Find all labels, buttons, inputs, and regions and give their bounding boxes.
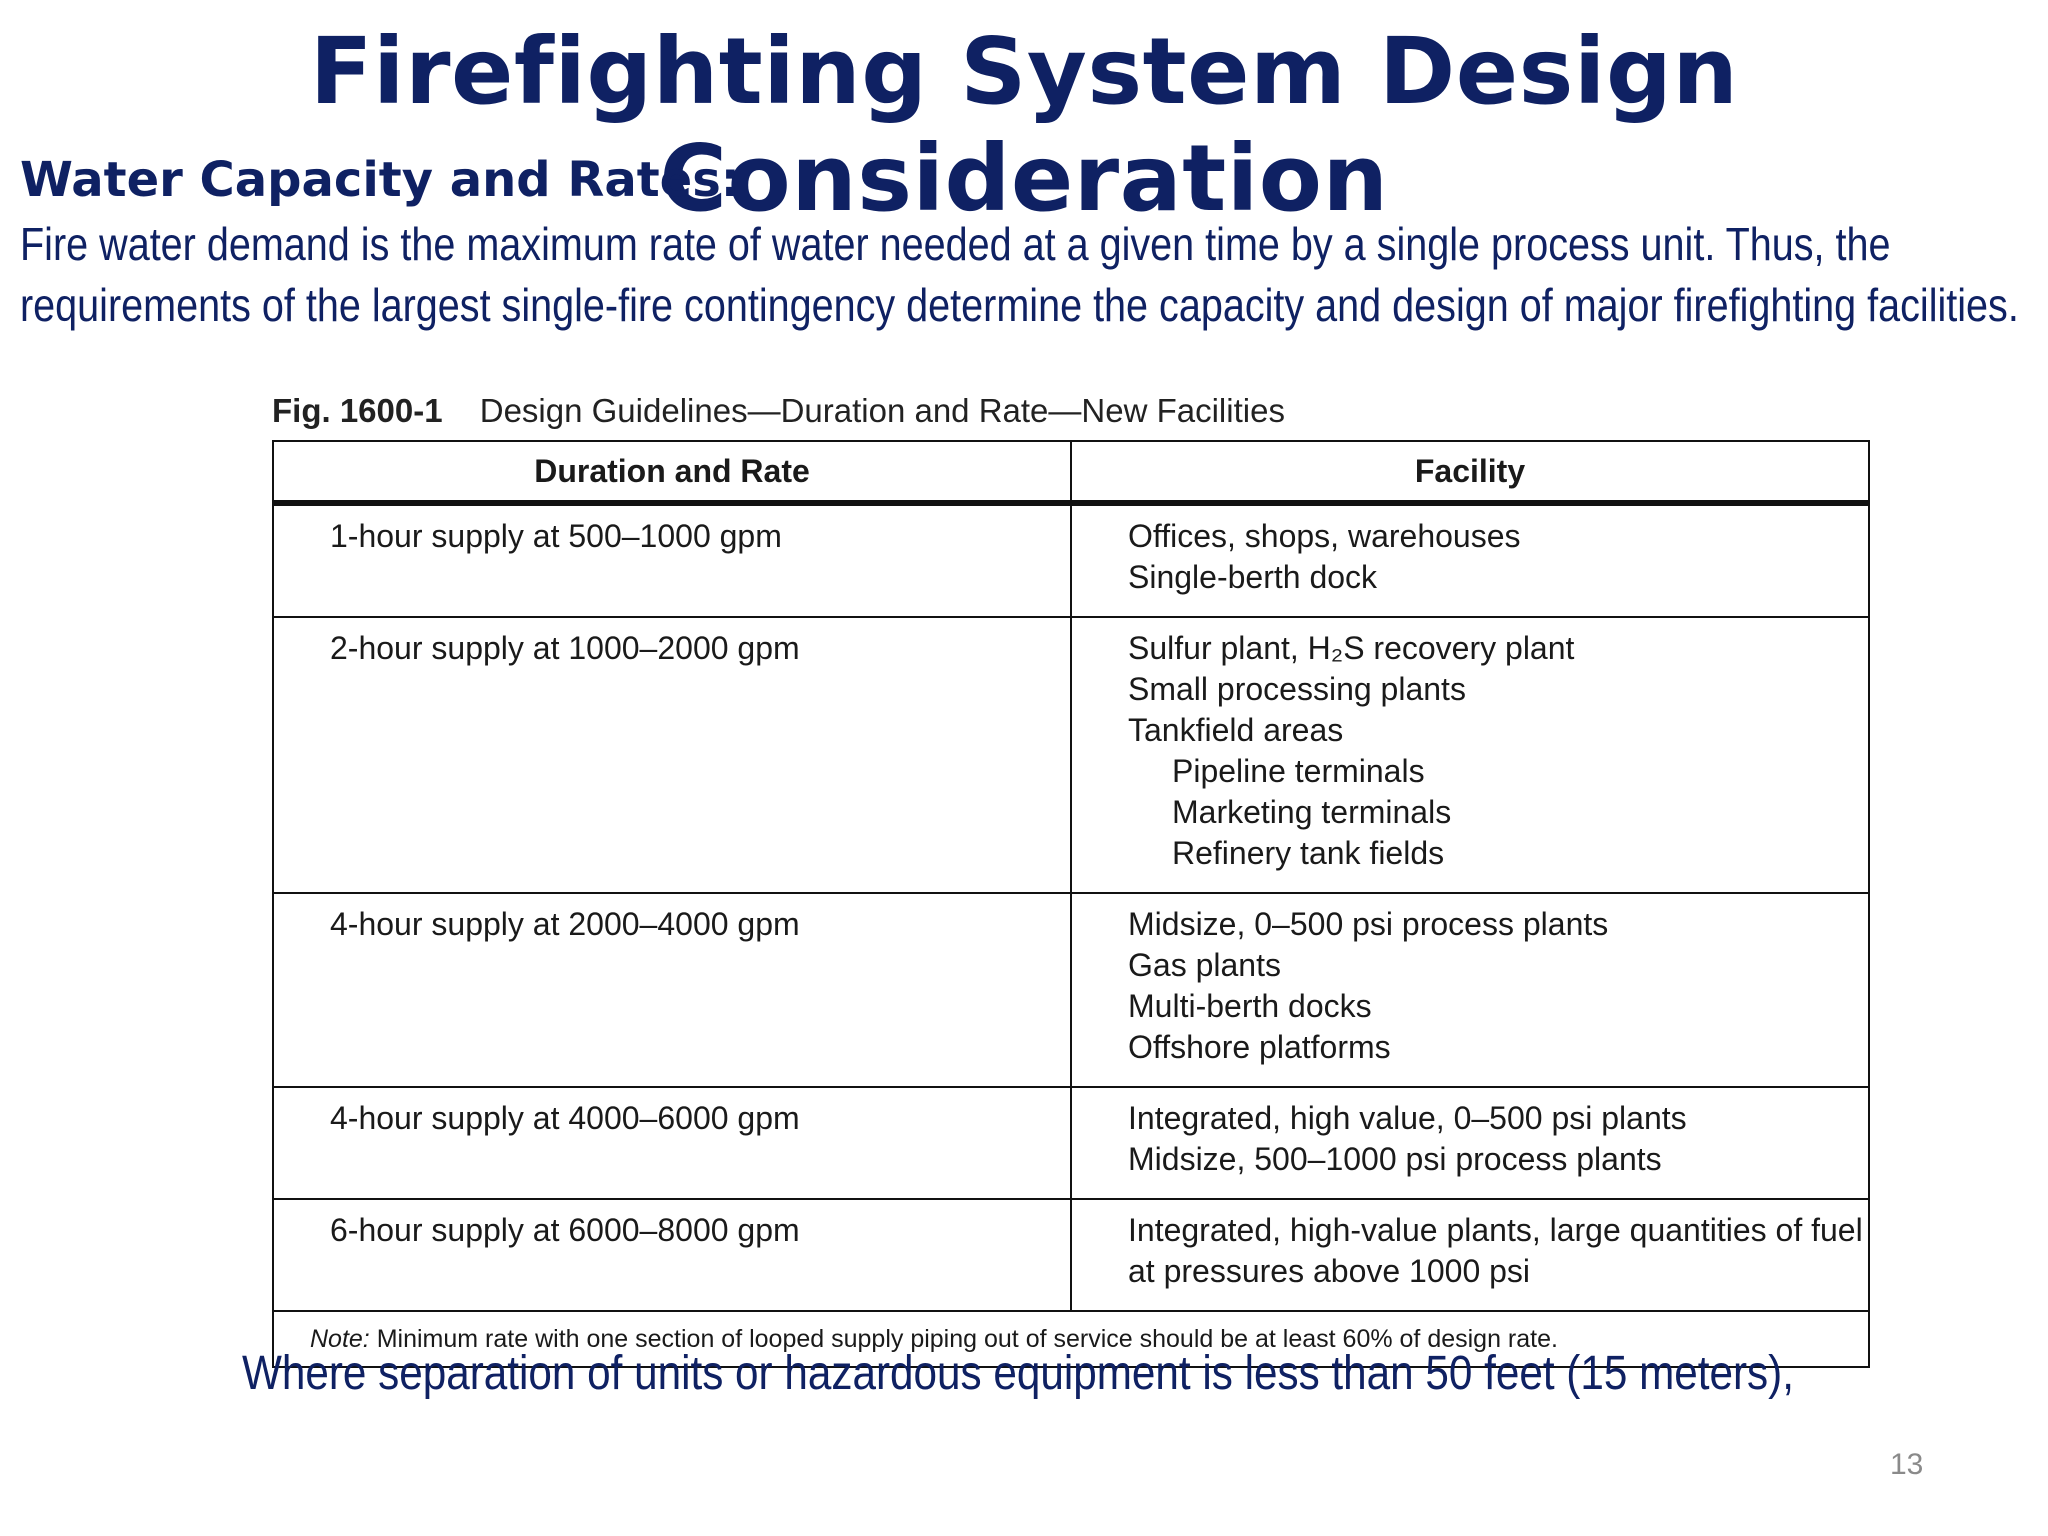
section-heading: Water Capacity and Rates:: [20, 152, 740, 208]
figure-number: Fig. 1600-1: [272, 392, 443, 429]
header-facility: Facility: [1071, 441, 1869, 503]
facility-item: Single-berth dock: [1128, 559, 1378, 595]
table-header-row: [273, 441, 1869, 503]
facility-item: Offshore platforms: [1128, 1029, 1391, 1065]
facility-item: Midsize, 500–1000 psi process plants: [1128, 1141, 1662, 1177]
facility-cell: [1071, 503, 1869, 617]
facility-subitem: Refinery tank fields: [1172, 835, 1445, 871]
table-row: [273, 617, 1869, 893]
facility-item: at pressures above 1000 psi: [1128, 1253, 1531, 1289]
facility-item: Integrated, high-value plants, large quantities of fuel: [1128, 1212, 1863, 1248]
duration-cell: 1-hour supply at 500–1000 gpm: [273, 503, 1071, 617]
note-label: Note:: [310, 1325, 370, 1353]
duration-cell: 2-hour supply at 1000–2000 gpm: [273, 617, 1071, 893]
facility-item: Offices, shops, warehouses: [1128, 518, 1521, 554]
facility-cell: [1071, 617, 1869, 893]
footer-statement: Where separation of units or hazardous equipment is less than 50 feet (15 meters),: [242, 1347, 1794, 1400]
table-row: [273, 1087, 1869, 1199]
table-row: [273, 893, 1869, 1087]
facility-subitem: Pipeline terminals: [1172, 753, 1425, 789]
table-body: [273, 503, 1869, 1367]
facility-cell: [1071, 1199, 1869, 1311]
design-guidelines-figure: [272, 388, 1868, 1368]
duration-cell: 4-hour supply at 4000–6000 gpm: [273, 1087, 1071, 1199]
facility-item: Sulfur plant, H₂S recovery plant: [1128, 630, 1575, 666]
facility-item: Midsize, 0–500 psi process plants: [1128, 906, 1609, 942]
guidelines-table: [272, 440, 1870, 1368]
page-number: 13: [1890, 1448, 1924, 1481]
header-duration: Duration and Rate: [273, 441, 1071, 503]
facility-cell: [1071, 893, 1869, 1087]
table-row: [273, 1199, 1869, 1311]
facility-item: Gas plants: [1128, 947, 1281, 983]
duration-cell: 6-hour supply at 6000–8000 gpm: [273, 1199, 1071, 1311]
facility-item: Tankfield areas: [1128, 712, 1344, 748]
table-row: [273, 503, 1869, 617]
facility-cell: [1071, 1087, 1869, 1199]
figure-title: Design Guidelines—Duration and Rate—New Facilities: [479, 392, 1285, 429]
figure-caption: [272, 388, 1868, 440]
intro-paragraph: Fire water demand is the maximum rate of water needed at a given time by a single process unit. Thus, the requirements of the largest single-fire contingency determine the capacity and design of major firefighting facilities.: [20, 218, 2019, 331]
facility-item: Small processing plants: [1128, 671, 1466, 707]
note-text: Minimum rate with one section of looped supply piping out of service should be at least 60% of design rate.: [376, 1325, 1558, 1353]
duration-cell: 4-hour supply at 2000–4000 gpm: [273, 893, 1071, 1087]
facility-item: Multi-berth docks: [1128, 988, 1372, 1024]
facility-subitem: Marketing terminals: [1172, 794, 1452, 830]
slide-title: Firefighting System Design Consideration: [309, 18, 1739, 232]
facility-item: Integrated, high value, 0–500 psi plants: [1128, 1100, 1687, 1136]
